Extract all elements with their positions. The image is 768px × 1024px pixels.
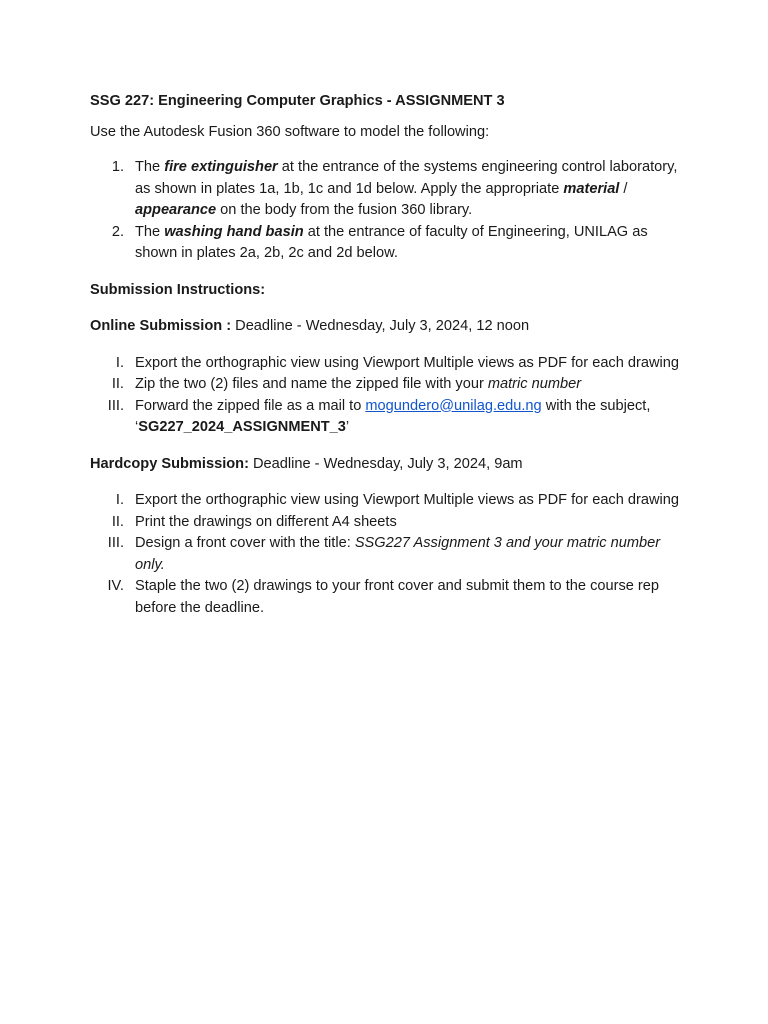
online-steps [90, 353, 680, 439]
task-list [90, 157, 680, 265]
task-emphasis: material [563, 180, 620, 197]
step-text: with the subject, ‘ [135, 397, 651, 435]
task-emphasis: fire extinguisher [164, 159, 278, 175]
list-item [90, 222, 680, 265]
list-item [90, 157, 680, 222]
step-text: Zip the two (2) files and name the zipped file with your [135, 376, 488, 392]
step-text: Design a front cover with the title: [135, 535, 355, 551]
hardcopy-deadline-text: Deadline - Wednesday, July 3, 2024, 9am [248, 455, 523, 472]
task-text: The [135, 159, 165, 175]
list-item [90, 512, 680, 534]
list-number: 1. [111, 159, 124, 175]
step-text: Print the drawings on different A4 sheets [135, 513, 397, 530]
step-text: ’ [345, 419, 350, 435]
list-number: III. [107, 397, 124, 414]
online-deadline [90, 316, 680, 338]
list-item [90, 490, 680, 512]
task-text: at the entrance of faculty of Engineering, UNILAG as shown in plates 2a, 2b, 2c and 2d below. [135, 223, 648, 261]
task-text: The [135, 223, 165, 240]
hardcopy-deadline [90, 454, 680, 476]
list-item [90, 374, 680, 396]
online-deadline-text: Deadline - Wednesday, July 3, 2024, 12 noon [231, 318, 530, 334]
list-number: III. [107, 535, 124, 551]
list-number: I. [115, 354, 124, 371]
step-text: Forward the zipped file as a mail to [135, 397, 366, 414]
step-text: Export the orthographic view using Viewport Multiple views as PDF for each drawing [135, 492, 680, 508]
list-number: 2. [111, 223, 124, 240]
list-number: II. [111, 513, 124, 530]
task-emphasis: washing hand basin [164, 223, 304, 240]
list-item [90, 576, 680, 619]
step-text: Staple the two (2) drawings to your front cover and submit them to the course rep before the deadline. [135, 578, 660, 616]
hardcopy-steps [90, 490, 680, 619]
online-label: Online Submission : [90, 318, 232, 334]
task-text: at the entrance of the systems engineering control laboratory, as shown in plates 1a, 1b, 1c and 1d below. Apply the appropriate [135, 159, 678, 197]
step-emphasis: matric number [487, 376, 582, 392]
email-link[interactable]: mogundero@unilag.edu.ng [365, 397, 542, 414]
submission-heading: Submission Instructions: [90, 281, 266, 298]
list-number: IV. [107, 578, 124, 594]
task-emphasis: appearance [135, 202, 217, 218]
task-text: on the body from the fusion 360 library. [216, 202, 473, 218]
document-body [90, 91, 680, 634]
task-text: / [619, 180, 628, 197]
intro-text: Use the Autodesk Fusion 360 software to model the following: [90, 123, 490, 140]
list-number: II. [111, 376, 124, 392]
subject-text: SG227_2024_ASSIGNMENT_3 [138, 419, 346, 435]
list-item [90, 353, 680, 375]
hardcopy-label: Hardcopy Submission: [90, 455, 249, 472]
list-item [90, 396, 680, 439]
step-text: Export the orthographic view using Viewport Multiple views as PDF for each drawing [135, 354, 680, 371]
list-item [90, 533, 680, 576]
list-number: I. [115, 492, 124, 508]
step-emphasis: SSG227 Assignment 3 and your matric number only. [135, 535, 661, 573]
assignment-title: SSG 227: Engineering Computer Graphics - ASSIGNMENT 3 [90, 93, 505, 109]
